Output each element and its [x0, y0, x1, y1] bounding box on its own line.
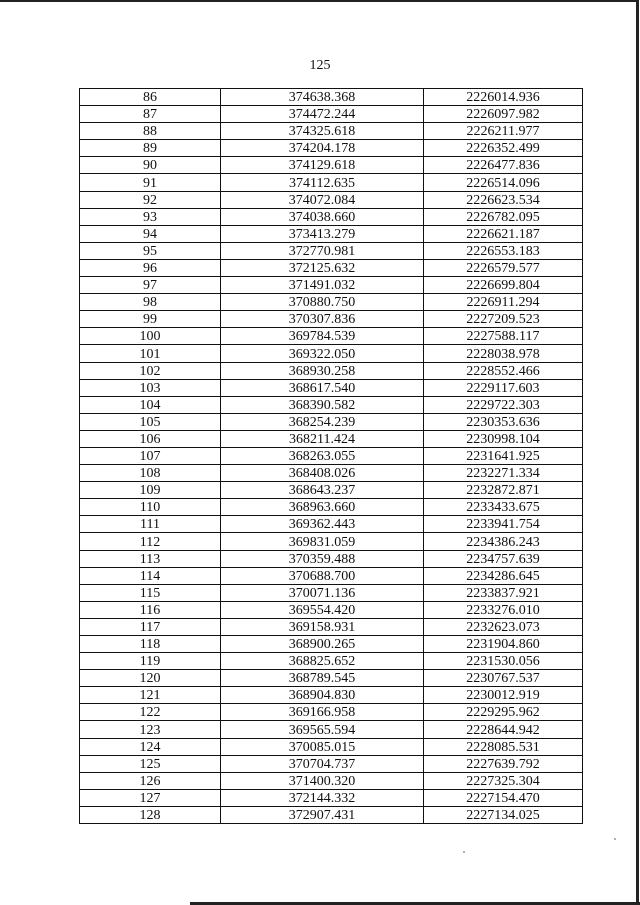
- table-row: [80, 242, 583, 259]
- x-coordinate-cell: 369158.931: [221, 618, 424, 635]
- x-coordinate-cell: 374129.618: [221, 157, 424, 174]
- table-row: [80, 755, 583, 772]
- point-number-cell: 116: [80, 601, 221, 618]
- table-row: [80, 772, 583, 789]
- point-number-cell: 125: [80, 755, 221, 772]
- table-row: [80, 413, 583, 430]
- table-row: [80, 89, 583, 106]
- point-number-cell: 101: [80, 345, 221, 362]
- y-coordinate-cell: 2232271.334: [424, 465, 583, 482]
- x-coordinate-cell: 368825.652: [221, 653, 424, 670]
- point-number-cell: 124: [80, 738, 221, 755]
- point-number-cell: 109: [80, 482, 221, 499]
- coordinates-table: [79, 88, 583, 824]
- x-coordinate-cell: 368789.545: [221, 670, 424, 687]
- point-number-cell: 114: [80, 567, 221, 584]
- y-coordinate-cell: 2227154.470: [424, 789, 583, 806]
- point-number-cell: 111: [80, 516, 221, 533]
- y-coordinate-cell: 2228644.942: [424, 721, 583, 738]
- x-coordinate-cell: 368963.660: [221, 499, 424, 516]
- y-coordinate-cell: 2230353.636: [424, 413, 583, 430]
- table-row: [80, 157, 583, 174]
- x-coordinate-cell: 370688.700: [221, 567, 424, 584]
- y-coordinate-cell: 2227588.117: [424, 328, 583, 345]
- point-number-cell: 122: [80, 704, 221, 721]
- point-number-cell: 104: [80, 396, 221, 413]
- x-coordinate-cell: 370307.836: [221, 311, 424, 328]
- page-number: 125: [309, 58, 331, 73]
- y-coordinate-cell: 2226782.095: [424, 208, 583, 225]
- table-row: [80, 584, 583, 601]
- table-row: [80, 277, 583, 294]
- point-number-cell: 107: [80, 447, 221, 464]
- y-coordinate-cell: 2226911.294: [424, 294, 583, 311]
- x-coordinate-cell: 372907.431: [221, 806, 424, 823]
- scan-speck: [614, 838, 616, 840]
- point-number-cell: 88: [80, 123, 221, 140]
- point-number-cell: 105: [80, 413, 221, 430]
- point-number-cell: 99: [80, 311, 221, 328]
- point-number-cell: 100: [80, 328, 221, 345]
- point-number-cell: 94: [80, 225, 221, 242]
- y-coordinate-cell: 2230012.919: [424, 687, 583, 704]
- table-row: [80, 567, 583, 584]
- point-number-cell: 95: [80, 242, 221, 259]
- x-coordinate-cell: 368900.265: [221, 636, 424, 653]
- x-coordinate-cell: 370085.015: [221, 738, 424, 755]
- scan-speck: [463, 851, 465, 853]
- x-coordinate-cell: 371491.032: [221, 277, 424, 294]
- y-coordinate-cell: 2233941.754: [424, 516, 583, 533]
- table-row: [80, 379, 583, 396]
- table-row: [80, 618, 583, 635]
- x-coordinate-cell: 368211.424: [221, 430, 424, 447]
- x-coordinate-cell: 369554.420: [221, 601, 424, 618]
- point-number-cell: 102: [80, 362, 221, 379]
- point-number-cell: 97: [80, 277, 221, 294]
- x-coordinate-cell: 369362.443: [221, 516, 424, 533]
- x-coordinate-cell: 374072.084: [221, 191, 424, 208]
- table-row: [80, 482, 583, 499]
- x-coordinate-cell: 374472.244: [221, 106, 424, 123]
- point-number-cell: 89: [80, 140, 221, 157]
- y-coordinate-cell: 2229295.962: [424, 704, 583, 721]
- coordinates-table-body: [80, 89, 583, 824]
- table-row: [80, 345, 583, 362]
- y-coordinate-cell: 2227325.304: [424, 772, 583, 789]
- point-number-cell: 110: [80, 499, 221, 516]
- table-row: [80, 636, 583, 653]
- y-coordinate-cell: 2234286.645: [424, 567, 583, 584]
- table-row: [80, 465, 583, 482]
- y-coordinate-cell: 2232872.871: [424, 482, 583, 499]
- x-coordinate-cell: 370071.136: [221, 584, 424, 601]
- y-coordinate-cell: 2226477.836: [424, 157, 583, 174]
- table-row: [80, 806, 583, 823]
- point-number-cell: 121: [80, 687, 221, 704]
- y-coordinate-cell: 2226623.534: [424, 191, 583, 208]
- y-coordinate-cell: 2227209.523: [424, 311, 583, 328]
- table-row: [80, 499, 583, 516]
- point-number-cell: 113: [80, 550, 221, 567]
- table-row: [80, 106, 583, 123]
- table-row: [80, 704, 583, 721]
- y-coordinate-cell: 2227134.025: [424, 806, 583, 823]
- table-row: [80, 533, 583, 550]
- y-coordinate-cell: 2226579.577: [424, 259, 583, 276]
- point-number-cell: 93: [80, 208, 221, 225]
- x-coordinate-cell: 372770.981: [221, 242, 424, 259]
- table-row: [80, 362, 583, 379]
- table-row: [80, 687, 583, 704]
- point-number-cell: 90: [80, 157, 221, 174]
- table-row: [80, 721, 583, 738]
- x-coordinate-cell: 374112.635: [221, 174, 424, 191]
- table-row: [80, 516, 583, 533]
- y-coordinate-cell: 2231530.056: [424, 653, 583, 670]
- y-coordinate-cell: 2231904.860: [424, 636, 583, 653]
- y-coordinate-cell: 2229117.603: [424, 379, 583, 396]
- y-coordinate-cell: 2231641.925: [424, 447, 583, 464]
- point-number-cell: 117: [80, 618, 221, 635]
- table-row: [80, 140, 583, 157]
- point-number-cell: 127: [80, 789, 221, 806]
- point-number-cell: 98: [80, 294, 221, 311]
- point-number-cell: 87: [80, 106, 221, 123]
- y-coordinate-cell: 2230998.104: [424, 430, 583, 447]
- y-coordinate-cell: 2226211.977: [424, 123, 583, 140]
- x-coordinate-cell: 369565.594: [221, 721, 424, 738]
- x-coordinate-cell: 369322.050: [221, 345, 424, 362]
- y-coordinate-cell: 2227639.792: [424, 755, 583, 772]
- point-number-cell: 119: [80, 653, 221, 670]
- y-coordinate-cell: 2226699.804: [424, 277, 583, 294]
- table-row: [80, 396, 583, 413]
- table-row: [80, 294, 583, 311]
- y-coordinate-cell: 2230767.537: [424, 670, 583, 687]
- table-row: [80, 225, 583, 242]
- x-coordinate-cell: 368617.540: [221, 379, 424, 396]
- x-coordinate-cell: 374038.660: [221, 208, 424, 225]
- y-coordinate-cell: 2233433.675: [424, 499, 583, 516]
- table-row: [80, 447, 583, 464]
- x-coordinate-cell: 374204.178: [221, 140, 424, 157]
- x-coordinate-cell: 368263.055: [221, 447, 424, 464]
- y-coordinate-cell: 2233837.921: [424, 584, 583, 601]
- x-coordinate-cell: 372125.632: [221, 259, 424, 276]
- point-number-cell: 112: [80, 533, 221, 550]
- y-coordinate-cell: 2228085.531: [424, 738, 583, 755]
- x-coordinate-cell: 374325.618: [221, 123, 424, 140]
- x-coordinate-cell: 368408.026: [221, 465, 424, 482]
- x-coordinate-cell: 371400.320: [221, 772, 424, 789]
- point-number-cell: 108: [80, 465, 221, 482]
- x-coordinate-cell: 368254.239: [221, 413, 424, 430]
- y-coordinate-cell: 2226014.936: [424, 89, 583, 106]
- point-number-cell: 96: [80, 259, 221, 276]
- x-coordinate-cell: 368930.258: [221, 362, 424, 379]
- y-coordinate-cell: 2228552.466: [424, 362, 583, 379]
- x-coordinate-cell: 374638.368: [221, 89, 424, 106]
- y-coordinate-cell: 2226352.499: [424, 140, 583, 157]
- table-row: [80, 430, 583, 447]
- y-coordinate-cell: 2234757.639: [424, 550, 583, 567]
- table-row: [80, 328, 583, 345]
- x-coordinate-cell: 368390.582: [221, 396, 424, 413]
- x-coordinate-cell: 369784.539: [221, 328, 424, 345]
- y-coordinate-cell: 2229722.303: [424, 396, 583, 413]
- y-coordinate-cell: 2226097.982: [424, 106, 583, 123]
- y-coordinate-cell: 2233276.010: [424, 601, 583, 618]
- table-row: [80, 653, 583, 670]
- x-coordinate-cell: 372144.332: [221, 789, 424, 806]
- table-row: [80, 311, 583, 328]
- point-number-cell: 126: [80, 772, 221, 789]
- table-row: [80, 601, 583, 618]
- table-row: [80, 259, 583, 276]
- table-row: [80, 123, 583, 140]
- y-coordinate-cell: 2234386.243: [424, 533, 583, 550]
- point-number-cell: 92: [80, 191, 221, 208]
- y-coordinate-cell: 2226621.187: [424, 225, 583, 242]
- y-coordinate-cell: 2226514.096: [424, 174, 583, 191]
- point-number-cell: 115: [80, 584, 221, 601]
- x-coordinate-cell: 370704.737: [221, 755, 424, 772]
- x-coordinate-cell: 369831.059: [221, 533, 424, 550]
- y-coordinate-cell: 2228038.978: [424, 345, 583, 362]
- table-row: [80, 738, 583, 755]
- point-number-cell: 118: [80, 636, 221, 653]
- x-coordinate-cell: 368904.830: [221, 687, 424, 704]
- point-number-cell: 106: [80, 430, 221, 447]
- x-coordinate-cell: 368643.237: [221, 482, 424, 499]
- point-number-cell: 120: [80, 670, 221, 687]
- point-number-cell: 123: [80, 721, 221, 738]
- table-row: [80, 174, 583, 191]
- point-number-cell: 103: [80, 379, 221, 396]
- table-row: [80, 550, 583, 567]
- table-row: [80, 208, 583, 225]
- x-coordinate-cell: 370880.750: [221, 294, 424, 311]
- y-coordinate-cell: 2232623.073: [424, 618, 583, 635]
- table-row: [80, 789, 583, 806]
- point-number-cell: 128: [80, 806, 221, 823]
- x-coordinate-cell: 373413.279: [221, 225, 424, 242]
- table-row: [80, 670, 583, 687]
- table-row: [80, 191, 583, 208]
- x-coordinate-cell: 370359.488: [221, 550, 424, 567]
- y-coordinate-cell: 2226553.183: [424, 242, 583, 259]
- x-coordinate-cell: 369166.958: [221, 704, 424, 721]
- point-number-cell: 86: [80, 89, 221, 106]
- point-number-cell: 91: [80, 174, 221, 191]
